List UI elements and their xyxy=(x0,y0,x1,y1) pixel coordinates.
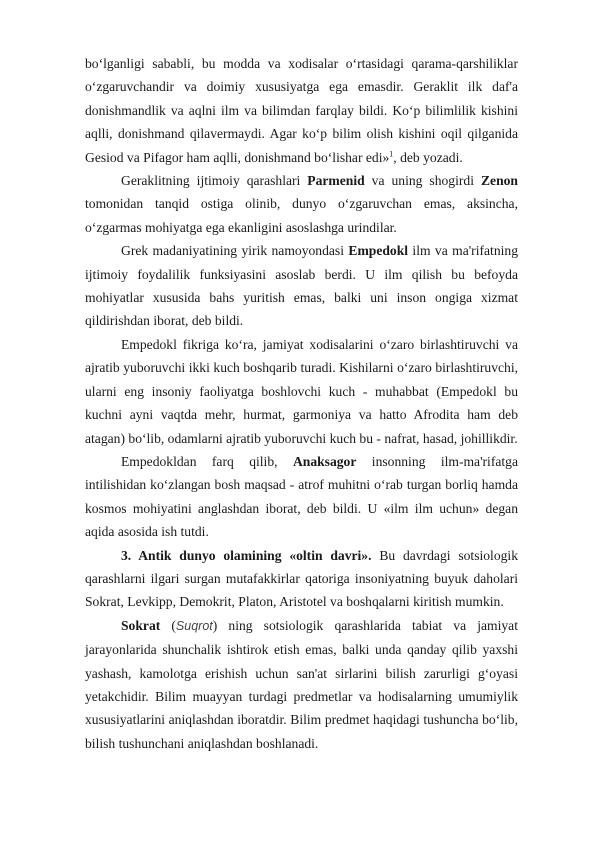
footnote-marker[interactable]: 1 xyxy=(389,149,394,159)
text-run: Bu davrdagi sotsiologik qarashlarni ilgari surgan mutafakkirlar qatoriga insoniyatning buyuk daholari Sokrat, Levkipp, Demokrit, Platon, Aristotel va boshqalarni kiritish mumkin. xyxy=(85,547,519,610)
italic-name: Suqrot xyxy=(175,618,213,633)
text-run: Geraklitning ijtimoiy qarashlari xyxy=(121,173,308,189)
paragraph-1 xyxy=(85,52,518,169)
bold-name: Sokrat xyxy=(121,617,161,633)
text-run: Grek madaniyatining yirik namoyondasi xyxy=(121,243,349,259)
text-run: ilm va ma'rifatning ijtimoiy foydalilik funksiyasini asoslab berdi. U ilm qilish bu befoyda mohiyatlar xususida bahs yuritish emas, balki uni inson ongiga xizmat qildirishdan iborat, deb bildi. xyxy=(85,243,518,329)
paragraph-7 xyxy=(85,614,518,755)
text-run: , deb yozadi. xyxy=(393,149,463,165)
text-run: insonning ilm-ma'rifatga intilishidan ko‘zlangan bosh maqsad - atrof muhitni o‘rab turgan borliq hamda kosmos mohiyatini anglashdan iborat, deb bildi. U «ilm ilm uchun» degan aqida asosida ish tutdi. xyxy=(85,453,519,540)
bold-name: Zenon xyxy=(480,173,518,189)
text-run: ( xyxy=(160,617,176,633)
text-run: tomonidan tanqid ostiga olinib, dunyo o‘zgaruvchan emas, aksincha, o‘zgarmas mohiyatga ega ekanligini asoslashga urindilar. xyxy=(85,196,518,235)
paragraph-3 xyxy=(85,239,518,333)
bold-name: Anaksagor xyxy=(292,453,357,469)
section-heading: 3. Antik dunyo olamining «oltin davri». xyxy=(121,547,372,563)
paragraph-6 xyxy=(85,544,518,614)
text-run: Empedokldan farq qilib, xyxy=(121,453,293,469)
text-run: Empedokl fikriga ko‘ra, jamiyat xodisalarini o‘zaro birlashtiruvchi va ajratib yuboruvchi ikki kuch boshqarib turadi. Kishilarni o‘zaro birlashtiruvchi, ularni eng insoniy faoliyatga boshlovchi kuch - muhabbat (Empedokl bu kuchni ayni vaqtda mehr, hurmat, garmoniya va hatto Afrodita ham deb atagan) bo‘lib, odamlarni ajratib yuboruvchi kuch bu - nafrat, hasad, johillikdir. xyxy=(85,336,518,446)
bold-name: Parmenid xyxy=(307,173,365,189)
text-run: bo‘lganligi sababli, bu modda va xodisalar o‘rtasidagi qarama-qarshiliklar o‘zgaruvchandir va doimiy xususiyatga ega emasdir. Geraklit ilk daf'a donishmandlik va aqlni ilm va bilimdan farqlay bildi. Ko‘p bilimlilik kishini aqlli, donishmand qilavermaydi. Agar ko‘p bilim olish kishini oqil qilganida Gesiod va Pifagor ham aqlli, donishmand bo‘lishar edi» xyxy=(85,56,518,165)
bold-name: Empedokl xyxy=(348,243,409,259)
paragraph-4 xyxy=(85,333,518,450)
paragraph-5 xyxy=(85,450,518,544)
text-run: ) ning sotsiologik qarashlarida tabiat va jamiyat jarayonlarida shunchalik ishtirok etish emas, balki unda qanday qilib yaxshi yashash, kamolotga erishish uchun san'at sirlarini bilish zarurligi g‘oyasi yetakchidir. Bilim muayyan turdagi predmetlar va hodisalarning umumiylik xususiyatlarini aniqlashdan iboratdir. Bilim predmet haqidagi tushuncha bo‘lib, bilish tushunchani aniqlashdan boshlanadi. xyxy=(85,617,518,751)
paragraph-2 xyxy=(85,169,518,239)
text-run: va uning shogirdi xyxy=(364,173,481,189)
